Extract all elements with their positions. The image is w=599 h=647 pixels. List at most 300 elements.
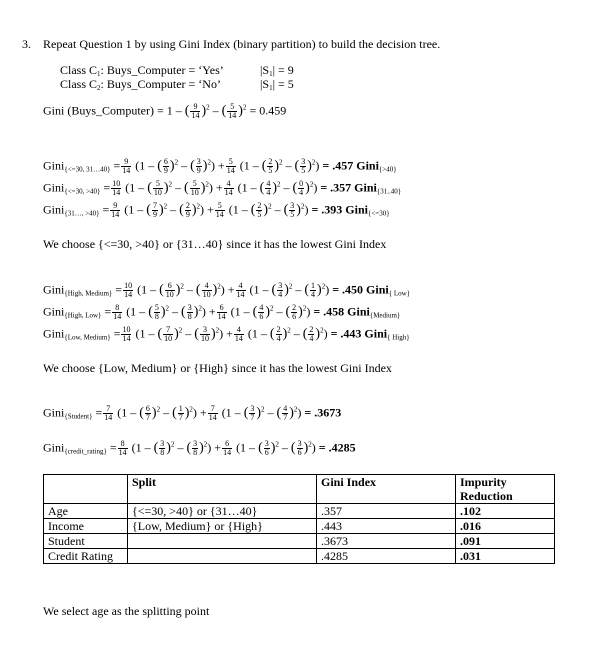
paren: )	[256, 405, 262, 421]
paren: )	[151, 405, 157, 421]
frac-den: 14	[104, 413, 113, 422]
frac-num: 10	[124, 281, 133, 290]
paren: )	[160, 304, 166, 320]
frac-num: 4	[236, 282, 246, 291]
frac-den: 14	[124, 290, 133, 299]
paren: (	[250, 202, 256, 218]
frac-num: 8	[112, 304, 122, 313]
income-formula-row: Gini$_{\{High, Low\}}$ = $\frac{8}{14}$ (1 – ( $\frac{5}{8}$ )$^2$ – ( $\frac{3}{8}$ )$^2$) + $\frac{6}{14}$ (1 – ( $\frac{4}{6}$ )$^2$ – ( $\frac{2}{6}$ )$^2$) = .458 Gini$_{\{Medium\}}$	[43, 303, 401, 321]
exponent: 2	[217, 282, 221, 291]
gini-total-result: = 0.459	[249, 103, 287, 118]
frac-num: 10	[112, 179, 121, 188]
gini-result-subscript: {<=30}	[367, 209, 390, 218]
exponent: 2	[165, 304, 170, 313]
age-choice: We choose {<=30, >40} or {31…40} since it has the lowest Gini Index	[43, 237, 387, 251]
gini-subscript: {High, Medium}	[64, 289, 113, 298]
frac-num: 4	[234, 326, 244, 335]
fraction	[300, 158, 306, 175]
paren: )	[298, 304, 303, 320]
paren: )	[307, 158, 312, 174]
paren: (	[261, 158, 267, 174]
frac-den: 4	[311, 290, 316, 299]
fraction	[196, 158, 202, 175]
paren: (	[243, 405, 249, 421]
gini-result-subscript: { High}	[387, 333, 410, 342]
table-cell: .3673	[317, 534, 456, 549]
gini-result: = .450 Gini	[332, 282, 389, 297]
paren: (	[159, 282, 164, 298]
table-row	[44, 504, 555, 519]
exponent: 2	[302, 304, 307, 313]
gini-subscript: {<=30, 31…40}	[64, 165, 111, 174]
table-cell: .4285	[317, 549, 456, 564]
frac-den: 14	[118, 448, 127, 457]
paren: )	[270, 440, 276, 456]
paren: (	[302, 326, 308, 342]
exponent: 2	[269, 304, 274, 313]
exponent: 2	[320, 326, 324, 335]
frac-den: 10	[153, 188, 162, 197]
paren: )	[305, 180, 310, 196]
frac-den: 4	[309, 334, 314, 343]
exponent: 2	[203, 440, 208, 449]
fraction	[234, 326, 244, 343]
frac-den: 7	[283, 413, 288, 422]
frac-num: 3	[193, 439, 198, 448]
paren: )	[282, 326, 288, 342]
paren: )	[284, 282, 289, 298]
table-row	[44, 549, 555, 564]
frac-num: 6	[163, 157, 168, 166]
gini-result: = .458 Gini	[313, 304, 370, 319]
frac-den: 7	[178, 413, 183, 422]
frac-num: 3	[160, 439, 165, 448]
age-formula-row: Gini$_{\{<=30, >40\}}$ = $\frac{10}{14}$ (1 – ( $\frac{5}{10}$ )$^2$ – ( $\frac{5}{10}$ )$^2$) + $\frac{4}{14}$ (1 – ( $\frac{4}{4}$ )$^2$ – ( $\frac{0}{4}$ )$^2$) = .357 Gini$_{\{31..40\}}$	[43, 179, 402, 197]
gini-subscript: {<=30, >40}	[64, 187, 101, 196]
table-cell: .443	[317, 519, 456, 534]
gini-result: = .357 Gini	[320, 180, 377, 195]
frac-den: 10	[200, 334, 209, 343]
frac-num: 4	[259, 303, 264, 312]
exponent: 2	[300, 202, 305, 211]
frac-num: 4	[283, 404, 288, 413]
exponent: 2	[174, 158, 179, 167]
frac-den: 4	[278, 290, 283, 299]
fraction	[121, 158, 131, 175]
frac-den: 14	[122, 334, 131, 343]
frac-num: 3	[264, 439, 269, 448]
fraction	[111, 180, 121, 197]
frac-den: 9	[196, 166, 201, 175]
frac-num: 3	[278, 281, 283, 290]
exponent: 2	[170, 440, 175, 449]
gini-result: = .4285	[318, 440, 356, 455]
fraction	[192, 440, 198, 457]
paren: )	[166, 440, 171, 456]
frac-den: 14	[113, 312, 122, 321]
paren: )	[175, 282, 181, 298]
table-cell: Student	[44, 534, 128, 549]
paren: )	[303, 440, 309, 456]
frac-num: 8	[118, 440, 128, 449]
exponent: 2	[268, 202, 272, 211]
table-header-row	[44, 475, 555, 504]
paren: (	[283, 202, 289, 218]
frac-den: 10	[202, 290, 211, 299]
income-choice: We choose {Low, Medium} or {High} since it has the lowest Gini Index	[43, 361, 392, 375]
fraction	[154, 304, 160, 321]
frac-den: 8	[187, 312, 192, 321]
exponent: 2	[196, 202, 200, 211]
frac-den: 14	[217, 312, 226, 321]
frac-num: 3	[200, 326, 210, 335]
fraction	[298, 180, 304, 197]
frac-den: 14	[234, 334, 243, 343]
paren: )	[315, 326, 321, 342]
class-subscript: 2	[97, 84, 101, 92]
fraction	[236, 282, 246, 299]
paren: )	[296, 202, 301, 218]
fraction	[208, 405, 218, 422]
paren: (	[304, 282, 310, 298]
paren: (	[259, 180, 265, 196]
paren: (	[194, 326, 199, 342]
exponent: 2	[308, 440, 312, 449]
frac-num: 4	[224, 180, 234, 189]
fraction	[185, 202, 191, 219]
fraction	[103, 405, 113, 422]
class-count: $|S_1| = 9$	[260, 63, 294, 78]
table-cell: {<=30, >40} or {31…40}	[128, 504, 317, 519]
fraction	[152, 202, 158, 219]
fraction	[118, 440, 128, 457]
frac-den: 5	[268, 166, 273, 175]
exponent: 2	[163, 202, 168, 211]
fraction	[249, 405, 255, 422]
frac-num: 5	[227, 103, 237, 112]
frac-num: 5	[215, 202, 225, 211]
table-header-cell: Impurity Reduction	[456, 475, 555, 504]
frac-num: 2	[292, 303, 297, 312]
paren: (	[148, 304, 153, 320]
paren: )	[272, 180, 277, 196]
fraction	[256, 202, 262, 219]
frac-num: 2	[276, 325, 281, 334]
table-cell: .031	[456, 549, 555, 564]
exponent: 2	[279, 158, 283, 167]
table-cell	[128, 534, 317, 549]
frac-num: 1	[311, 281, 316, 290]
table-header-cell	[44, 475, 128, 504]
frac-den: 8	[193, 448, 198, 457]
paren: (	[292, 180, 298, 196]
frac-den: 14	[208, 413, 217, 422]
fraction	[258, 304, 264, 321]
paren: (	[190, 158, 195, 174]
fraction	[276, 326, 282, 343]
paren: (	[146, 202, 151, 218]
paren: )	[184, 405, 190, 421]
frac-den: 5	[301, 166, 306, 175]
count-subscript: 1	[269, 84, 273, 92]
class-count: $|S_1| = 5$	[260, 77, 294, 92]
table-cell: .016	[456, 519, 555, 534]
gini-total-formula: Gini (Buys_Computer) = 1 – ( $\frac{9}{14}$ )$^2$ – ( $\frac{5}{14}$ )$^2$ = 0.459	[43, 102, 287, 120]
gini-result: = .443 Gini	[330, 326, 388, 341]
age-formula-row: Gini$_{\{31\dots, >40\}}$ = $\frac{9}{14}$ (1 – ( $\frac{7}{9}$ )$^2$ – ( $\frac{2}{9}$ )$^2$) + $\frac{5}{14}$ (1 – ( $\frac{2}{5}$ )$^2$ – ( $\frac{3}{5}$ )$^2$) = .393 Gini$_{\{<=30\}}$	[43, 201, 390, 219]
frac-num: 7	[103, 405, 113, 414]
table-cell: Age	[44, 504, 128, 519]
question-text: Repeat Question 1 by using Gini Index (binary partition) to build the decision tree.	[43, 37, 441, 51]
exponent: 2	[189, 405, 193, 414]
exponent: 2	[215, 326, 220, 335]
frac-den: 6	[292, 312, 297, 321]
fraction	[112, 304, 122, 321]
exponent: 2	[287, 326, 291, 335]
exponent: 2	[178, 326, 183, 335]
frac-den: 10	[164, 334, 173, 343]
table-row	[44, 519, 555, 534]
table-header-cell: Gini Index	[317, 475, 456, 504]
frac-num: 2	[185, 201, 190, 210]
frac-num: 3	[187, 303, 192, 312]
frac-den: 8	[154, 312, 159, 321]
split-summary-table	[43, 474, 555, 564]
paren: (	[195, 282, 201, 298]
frac-num: 2	[257, 201, 262, 210]
paren: (	[147, 180, 152, 196]
fraction	[297, 440, 303, 457]
paren: (	[184, 180, 189, 196]
frac-num: 5	[190, 180, 200, 189]
paren: )	[158, 202, 164, 218]
frac-den: 6	[264, 448, 269, 457]
frac-num: 5	[153, 180, 163, 189]
frac-den: 14	[226, 166, 235, 175]
frac-num: 3	[290, 201, 295, 210]
frac-num: 0	[299, 179, 304, 188]
paren: )	[317, 282, 322, 298]
frac-num: 5	[226, 158, 236, 167]
fraction	[222, 440, 232, 457]
frac-den: 5	[290, 210, 295, 219]
paren: (	[153, 440, 159, 456]
paren: (	[157, 158, 162, 174]
fraction	[310, 282, 316, 299]
exponent: 2	[321, 282, 326, 291]
gini-result-subscript: {>40}	[378, 165, 397, 174]
paren: )	[191, 202, 197, 218]
frac-den: 14	[111, 210, 120, 219]
fraction	[217, 304, 227, 321]
paren: )	[199, 440, 204, 456]
fraction	[153, 180, 163, 197]
gini-subscript: {31…, >40}	[64, 209, 100, 218]
class-subscript: 1	[97, 70, 101, 78]
fraction	[187, 304, 193, 321]
gini-result-subscript: {31..40}	[376, 187, 402, 196]
frac-den: 14	[191, 111, 200, 120]
age-formula-row: Gini$_{\{<=30, 31\dots 40\}}$ = $\frac{9}{14}$ (1 – ( $\frac{6}{9}$ )$^2$ – ( $\frac{3}{9}$ )$^2$) + $\frac{5}{14}$ (1 – ( $\frac{2}{5}$ )$^2$ – ( $\frac{3}{5}$ )$^2$) = .457 Gini$_{\{>40\}}$	[43, 157, 397, 175]
fraction	[226, 158, 236, 175]
paren: (	[271, 282, 277, 298]
fraction	[121, 326, 131, 343]
paren: )	[163, 180, 169, 196]
fraction	[291, 304, 297, 321]
gini-result: = .457 Gini	[322, 158, 379, 173]
paren: (	[285, 304, 291, 320]
exponent: 2	[288, 282, 293, 291]
exponent: 2	[168, 180, 173, 189]
paren: (	[139, 405, 144, 421]
exponent: 2	[277, 180, 281, 189]
credit-formula-row: Gini$_{\{credit\_rating\}}$ = $\frac{8}{14}$ (1 – ( $\frac{3}{8}$ )$^2$ – ( $\frac{3}{8}$ )$^2$) + $\frac{6}{14}$ (1 – ( $\frac{3}{6}$ )$^2$ – ( $\frac{3}{6}$ )$^2$) = .4285	[43, 439, 356, 457]
income-formula-row: Gini$_{\{High, Medium\}}$ = $\frac{10}{14}$ (1 – ( $\frac{6}{10}$ )$^2$ – ( $\frac{4}{10}$ )$^2$) + $\frac{4}{14}$ (1 – ( $\frac{3}{4}$ )$^2$ – ( $\frac{1}{4}$ )$^2$) = .450 Gini$_{\{ Low\}}$	[43, 281, 411, 299]
frac-num: 7	[208, 405, 218, 414]
paren: (	[258, 440, 263, 456]
frac-num: 9	[110, 202, 120, 211]
table-cell	[128, 549, 317, 564]
fraction	[215, 202, 225, 219]
frac-num: 6	[222, 440, 232, 449]
exponent: 2	[275, 440, 279, 449]
frac-den: 7	[250, 413, 255, 422]
paren: (	[290, 440, 296, 456]
frac-den: 14	[228, 111, 237, 120]
table-cell: .091	[456, 534, 555, 549]
exponent: 2	[156, 405, 161, 414]
frac-den: 5	[257, 210, 262, 219]
exponent: 2	[311, 158, 316, 167]
table-cell: Credit Rating	[44, 549, 128, 564]
frac-den: 14	[223, 448, 232, 457]
frac-den: 14	[224, 188, 233, 197]
fraction	[202, 282, 212, 299]
frac-den: 7	[145, 413, 150, 422]
frac-num: 6	[165, 282, 175, 291]
paren: (	[294, 158, 300, 174]
gini-result: = .3673	[304, 405, 342, 420]
fraction	[265, 180, 271, 197]
fraction	[264, 440, 270, 457]
paren: (	[252, 304, 258, 320]
frac-den: 14	[122, 166, 131, 175]
frac-den: 6	[259, 312, 264, 321]
frac-den: 8	[160, 448, 165, 457]
frac-den: 9	[163, 166, 168, 175]
paren: (	[276, 405, 282, 421]
frac-den: 14	[215, 210, 224, 219]
exponent: 2	[261, 405, 265, 414]
gini-total-lhs: Gini (Buys_Computer) = 1 –	[43, 103, 182, 118]
gini-result-subscript: {Medium}	[369, 311, 401, 320]
frac-num: 6	[217, 304, 227, 313]
fraction	[163, 158, 169, 175]
paren: (	[186, 440, 192, 456]
gini-result: = .393 Gini	[311, 202, 368, 217]
fraction	[163, 326, 173, 343]
table-cell: .102	[456, 504, 555, 519]
fraction	[200, 326, 210, 343]
frac-num: 3	[196, 157, 201, 166]
frac-num: 3	[297, 439, 302, 448]
frac-num: 4	[266, 179, 271, 188]
paren: )	[212, 282, 218, 298]
exponent: 2	[180, 282, 184, 291]
count-subscript: 1	[269, 70, 273, 78]
frac-num: 10	[122, 325, 131, 334]
fraction	[123, 282, 133, 299]
frac-num: 5	[154, 303, 159, 312]
fraction	[308, 326, 314, 343]
paren: )	[202, 158, 208, 174]
frac-den: 6	[297, 448, 302, 457]
student-formula-row: Gini$_{\{Student\}}$ = $\frac{7}{14}$ (1 – ( $\frac{6}{7}$ )$^2$ – ( $\frac{1}{7}$ )$^2$) + $\frac{7}{14}$ (1 – ( $\frac{3}{7}$ )$^2$ – ( $\frac{4}{7}$ )$^2$) = .3673	[43, 404, 342, 422]
class-row: Class $C_2$: Buys_Computer = ‘No’	[60, 77, 221, 92]
table-cell: {Low, Medium} or {High}	[128, 519, 317, 534]
exponent: 2	[205, 180, 209, 189]
frac-num: 7	[152, 201, 157, 210]
frac-den: 10	[165, 290, 174, 299]
gini-subscript: {Student}	[64, 412, 93, 421]
gini-subscript: {credit_rating}	[64, 447, 107, 456]
frac-num: 9	[190, 103, 200, 112]
paren: )	[200, 180, 206, 196]
exponent: 2	[293, 405, 298, 414]
frac-num: 7	[163, 326, 173, 335]
paren: (	[157, 326, 163, 342]
frac-num: 3	[301, 157, 306, 166]
fraction	[110, 202, 120, 219]
fraction	[224, 180, 234, 197]
gini-subscript: {High, Low}	[64, 311, 102, 320]
table-row	[44, 534, 555, 549]
frac-den: 14	[236, 290, 245, 299]
fraction	[289, 202, 295, 219]
gini-subscript: {Low, Medium}	[64, 333, 111, 342]
paren: (	[269, 326, 275, 342]
table-cell: Income	[44, 519, 128, 534]
frac-den: 10	[190, 188, 199, 197]
conclusion: We select age as the splitting point	[43, 604, 210, 618]
fraction	[165, 282, 175, 299]
paren: (	[172, 405, 177, 421]
paren: )	[289, 405, 294, 421]
paren: )	[263, 202, 269, 218]
fraction	[277, 282, 283, 299]
frac-den: 4	[299, 188, 304, 197]
frac-den: 9	[185, 210, 190, 219]
table-cell: .357	[317, 504, 456, 519]
paren: )	[274, 158, 280, 174]
fraction	[282, 405, 288, 422]
paren: )	[210, 326, 216, 342]
frac-num: 2	[309, 325, 314, 334]
paren: )	[174, 326, 179, 342]
exponent: 2	[207, 158, 211, 167]
gini-result-subscript: { Low}	[388, 289, 411, 298]
paren: )	[193, 304, 199, 320]
frac-num: 4	[202, 282, 212, 291]
paren: (	[181, 304, 186, 320]
fraction	[190, 180, 200, 197]
question-number: 3.	[22, 37, 31, 51]
frac-num: 1	[178, 404, 183, 413]
paren: (	[179, 202, 184, 218]
frac-den: 4	[276, 334, 281, 343]
frac-den: 14	[112, 188, 121, 197]
frac-num: 6	[145, 404, 150, 413]
